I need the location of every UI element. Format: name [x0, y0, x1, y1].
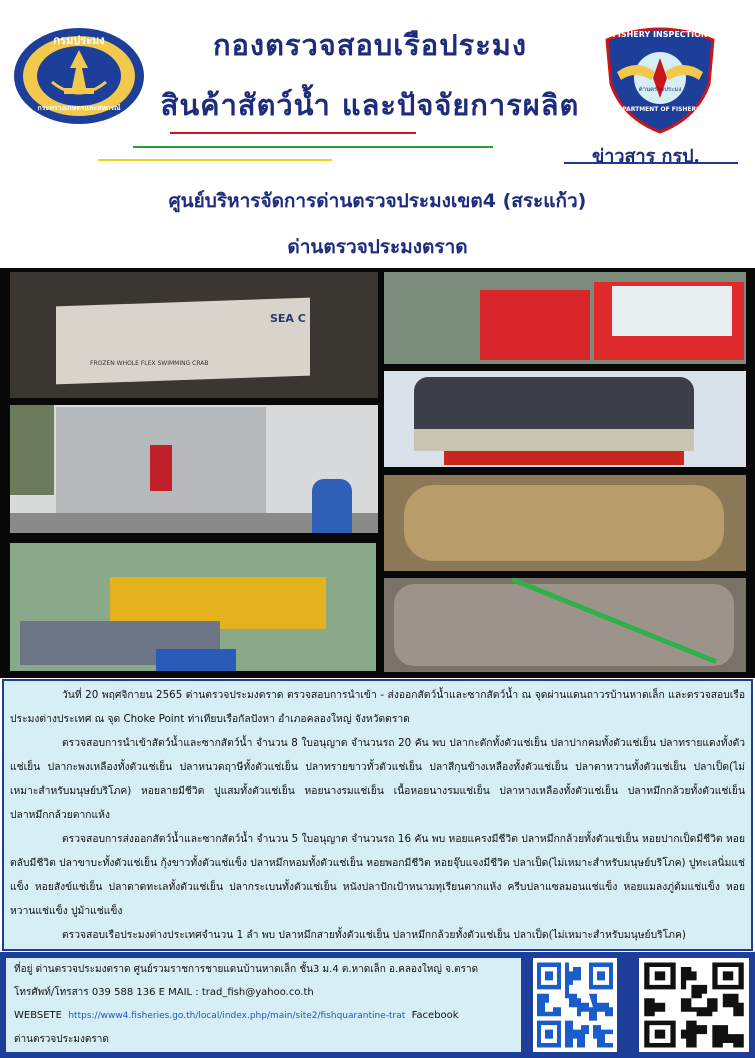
qr-website-icon [533, 958, 617, 1052]
box-label-1: SEA C [270, 312, 306, 325]
photo-fish-bag [384, 578, 746, 672]
box-shape [56, 298, 310, 385]
footer-phone-email: โทรศัพท์/โทรสาร 039 588 136 E MAIL : trad_fish@yahoo.co.th [14, 987, 314, 998]
report-body [2, 679, 753, 951]
header [0, 0, 755, 172]
qr-facebook-icon [639, 958, 749, 1052]
footer-website-label: WEBSETE [14, 1010, 62, 1021]
photo-red-trays [384, 272, 746, 364]
report-paragraph-import: ตรวจสอบการนำเข้าสัตว์น้ำและซากสัตว์น้ำ จำนวน 8 ใบอนุญาต จำนวนรถ 20 คัน พบ ปลากะตักทั้งตัวแช่เย็น ปลาปากคมทั้งตัวแช่เย็น ปลาทรายแดงทั้งตัวแช่เย็น ปลากะพงเหลืองทั้งตัวแช่เย็น ปลาหนวดฤาษีทั้งตัวแช่เย็น ปลาทรายขาวทั้วตัวแช่เย็น ปลาสีกุนข้างเหลืองทั้งตัวแช่เย็น ปลาตาหวานทั้งตัวแช่เย็น ปลาเป็ด(ไม่เหมาะสำหรับมนุษย์บริโภค) หอยลายมีชีวิต ปูแสมทั้งตัวแช่เย็น หอยนางรมแช่เย็น เนื้อหอยนางรมแช่เย็น ปลาหางเหลืองทั้งตัวแช่เย็น ปลาหมึกกล้วยทั้งตัวแช่เย็น ปลาหมึกกล้วยตากแห้ง [10, 737, 745, 821]
photo-truck-cargo [10, 543, 376, 671]
subtitle-center-name: ศูนย์บริหารจัดการด่านตรวจประมงเขต4 (สระแก้ว) [168, 190, 587, 212]
report-paragraph-export: ตรวจสอบการส่งออกสัตว์น้ำและซากสัตว์น้ำ จำนวน 5 ใบอนุญาต จำนวนรถ 16 คัน พบ หอยแครงมีชีวิต ปลาหมึกกล้วยทั้งตัวแช่เย็น หอยปากเป็ดมีชีวิต หอยตลับมีชีวิต ปลาขาบะทั้งตัวแช่เย็น กุ้งขาวทั้งตัวแช่แข็ง ปลาหมึกหอมทั้งตัวแช่เย็น หอยพอกมีชีวิต หอยจุ๊บแจงมีชีวิต ปลาเป็ด(ไม่เหมาะสำหรับมนุษย์บริโภค) ปูทะเลนิ่มแช่แข็ง หอยสังข์แช่เย็น ปลาดาดทะเลทั้งตัวแช่เย็น ปลากระเบนทั้งตัวแช่เย็น หนังปลาปักเป้าหนามทุเรียนตากแห้ง ครีบปลาแซลมอนแช่แข็ง หอยแมลงภู่ต้มแช่แข็ง หอยหวานแช่แข็ง ปูม้าแช่แข็ง [10, 833, 745, 917]
officer-figure [312, 479, 352, 533]
footer-facebook-name: ด่านตรวจประมงตราด [14, 1034, 109, 1045]
footer [0, 952, 755, 1058]
building [10, 405, 54, 495]
divider-red [170, 132, 416, 134]
photo-crab-box [10, 272, 378, 398]
website-link[interactable]: https://www4.fisheries.go.th/local/index.php/main/site2/fishquarantine-trat [68, 1011, 406, 1021]
truck-frame-red [444, 451, 684, 465]
logo-left-text-top: กรมประมง [53, 34, 105, 47]
sacks [414, 429, 694, 451]
photo-collage [0, 268, 755, 678]
report-paragraph-vessel: ตรวจสอบเรือประมงต่างประเทศจำนวน 1 ลำ พบ ปลาหมึกสายทั้งตัวแช่เย็น ปลาหมึกกล้วยทั้งตัวแช่เย็น ปลาเป็ด(ไม่เหมาะสำหรับมนุษย์บริโภค) [62, 929, 686, 941]
qr-code-website[interactable] [533, 958, 617, 1052]
logo-right-text-top: FISHERY INSPECTION [612, 30, 708, 39]
logo-left-text-bottom: กระทรวงเกษตรและสหกรณ์ [37, 104, 121, 112]
photo-truck-inspection [10, 405, 378, 533]
logo-right-text-mid: ด่านตรวจประมง [638, 86, 682, 93]
header-title-line1: กองตรวจสอบเรือประมง [212, 28, 528, 62]
news-label: ข่าวสาร กรป. [592, 146, 700, 167]
photo-dried-squid [384, 475, 746, 571]
logo-right-text-bottom: DEPARTMENT OF FISHERIES [613, 106, 707, 113]
tray-1 [480, 290, 590, 360]
header-title-line2: สินค้าสัตว์น้ำ และปัจจัยการผลิต [160, 88, 580, 122]
report-paragraph-date: วันที่ 20 พฤศจิกายน 2565 ด่านตรวจประมงตราด ตรวจสอบการนำเข้า - ส่งออกสัตว์น้ำและซากสัตว์น้ำ ณ จุดผ่านแดนถาวรบ้านหาดเล็ก และตรวจสอบเรือประมงต่างประเทศ ณ จุด Choke Point ท่าเทียบเรือกัลปังหา อำเภอคลองใหญ่ จังหวัดตราด [10, 689, 745, 725]
footer-address: ที่อยู่ ด่านตรวจประมงตราด ศูนย์รวมราชการชายแดนบ้านหาดเล็ก ชั้น3 ม.4 ต.หาดเล็ก อ.คลองใหญ่ จ.ตราด [14, 964, 479, 975]
plastic-bag [394, 584, 734, 666]
box-label-2: FROZEN WHOLE FLEX SWIMMING CRAB [90, 360, 209, 367]
subtitle-checkpoint-name: ด่านตรวจประมงตราด [287, 236, 468, 258]
footer-facebook-label: Facebook [411, 1010, 459, 1021]
footer-website-row [14, 1004, 513, 1028]
contact-box [6, 958, 521, 1052]
qr-code-facebook[interactable] [639, 958, 749, 1052]
photo-covered-truck [384, 371, 746, 467]
divider-yellow [98, 159, 332, 161]
dried-squid-pile [404, 485, 724, 561]
blue-container [156, 649, 236, 671]
tray-ice [612, 286, 732, 336]
worker-figure [150, 445, 172, 491]
divider-green [133, 146, 493, 148]
